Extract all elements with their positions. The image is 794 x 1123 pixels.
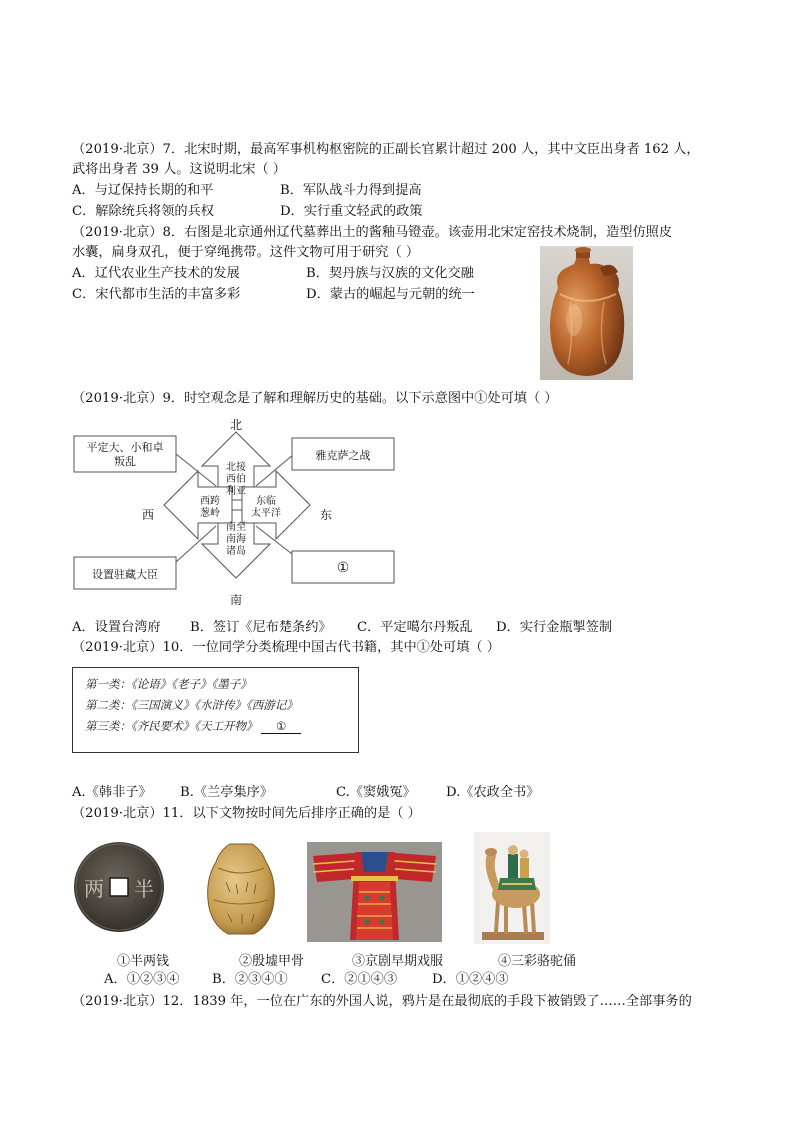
q9-option-b: B．签订《尼布楚条约》 — [190, 620, 332, 635]
stirrup-pot-image — [540, 246, 633, 380]
q8-option-b: B．契丹族与汉族的文化交融 — [306, 266, 474, 281]
q7-stem-line1: （2019·北京）7．北宋时期，最高军事机构枢密院的正副长官累计超过 200 人，其中文臣出身者 162 人， — [72, 142, 700, 157]
q7-option-d: D．实行重文轻武的政策 — [280, 204, 423, 219]
q8-option-d: D．蒙古的崛起与元朝的统一 — [306, 287, 475, 302]
box-se-blank: ① — [336, 560, 350, 576]
box-ne-text: 雅克萨之战 — [315, 449, 371, 462]
direction-west: 西 — [141, 508, 155, 522]
q7-option-a: A．与辽保持长期的和平 — [72, 183, 214, 198]
q11-option-a: A．①②③④ — [104, 972, 180, 987]
q10-option-d: D.《农政全书》 — [446, 785, 540, 800]
q8-stem-line1: （2019·北京）8．右图是北京通州辽代墓葬出土的酱釉马镫壶。该壶用北宋定窑技术烧制，造型仿照皮 — [72, 225, 673, 240]
q7-option-b: B．军队战斗力得到提高 — [280, 183, 422, 198]
direction-north: 北 — [229, 418, 243, 432]
arrow-north-line1: 北接 — [226, 462, 246, 473]
q7-stem-line2: 武将出身者 39 人。这说明北宋（ ） — [72, 162, 286, 177]
q8-stem-line2: 水囊，扁身双孔，便于穿绳携带。这件文物可用于研究（ ） — [72, 245, 420, 260]
box-nw-line1: 平定大、小和卓 — [86, 441, 164, 454]
q10-row3: 第三类：《齐民要术》《天工开物》 — [85, 719, 258, 733]
q11-option-c: C．②①④③ — [321, 972, 398, 987]
q9-option-c: C．平定噶尔丹叛乱 — [357, 620, 473, 635]
coin-char-right: 半 — [134, 877, 154, 901]
q10-stem: （2019·北京）10．一位同学分类梳理中国古代书籍，其中①处可填（ ） — [72, 640, 500, 655]
q12-stem: （2019·北京）12．1839 年，一位在广东的外国人说，鸦片是在最彻底的手段下被销毁了……全部事务的 — [72, 994, 692, 1009]
q9-option-a: A．设置台湾府 — [72, 620, 161, 635]
q10-option-c: C.《窦娥冤》 — [336, 785, 416, 800]
arrow-north-line3: 利亚 — [226, 486, 246, 497]
q11-option-b: B．②③④① — [212, 972, 288, 987]
caption-camel-figurine: ④三彩骆驼俑 — [498, 954, 577, 969]
arrow-west-line1: 西跨 — [200, 496, 220, 507]
caption-opera-costume: ③京剧早期戏服 — [352, 954, 444, 969]
arrow-north-line2: 西伯 — [226, 474, 246, 485]
arrow-south-line1: 南至 — [226, 522, 246, 533]
q9-map-diagram — [70, 414, 410, 606]
direction-east: 东 — [319, 508, 333, 522]
q10-book-list-box — [72, 667, 359, 753]
arrow-east-line1: 东临 — [256, 496, 276, 507]
arrow-east-line2: 太平洋 — [251, 508, 281, 519]
direction-south: 南 — [229, 593, 243, 606]
q10-answer-blank: ① — [261, 719, 301, 734]
q8-option-a: A．辽代农业生产技术的发展 — [72, 266, 240, 281]
box-nw-line2: 叛乱 — [114, 455, 136, 468]
coin-char-left: 两 — [84, 877, 104, 901]
arrow-south-line3: 诸岛 — [226, 546, 246, 557]
box-sw-text: 设置驻藏大臣 — [92, 568, 158, 581]
q8-option-c: C．宋代都市生活的丰富多彩 — [72, 287, 241, 302]
q10-option-a: A.《韩非子》 — [72, 785, 152, 800]
opera-costume-image — [307, 842, 442, 942]
arrow-south-line2: 南海 — [226, 534, 246, 545]
arrow-west-line2: 葱岭 — [200, 508, 220, 519]
q7-option-c: C．解除统兵将领的兵权 — [72, 204, 214, 219]
q11-stem: （2019·北京）11．以下文物按时间先后排序正确的是（ ） — [72, 806, 421, 821]
caption-banliang-coin: ①半两钱 — [117, 954, 170, 969]
q10-row2: 第二类：《三国演义》《水浒传》《西游记》 — [85, 698, 298, 712]
q10-option-b: B.《兰亭集序》 — [180, 785, 274, 800]
oracle-bone-image — [202, 838, 280, 938]
q9-stem: （2019·北京）9．时空观念是了解和理解历史的基础。以下示意图中①处可填（ ） — [72, 391, 558, 406]
banliang-coin-image — [72, 840, 166, 934]
q9-option-d: D．实行金瓶掣签制 — [496, 620, 613, 635]
q11-option-d: D．①②④③ — [432, 972, 509, 987]
caption-oracle-bone: ②殷墟甲骨 — [239, 954, 305, 969]
tricolor-camel-image — [474, 832, 550, 944]
q10-row1: 第一类：《论语》《老子》《墨子》 — [85, 677, 252, 691]
